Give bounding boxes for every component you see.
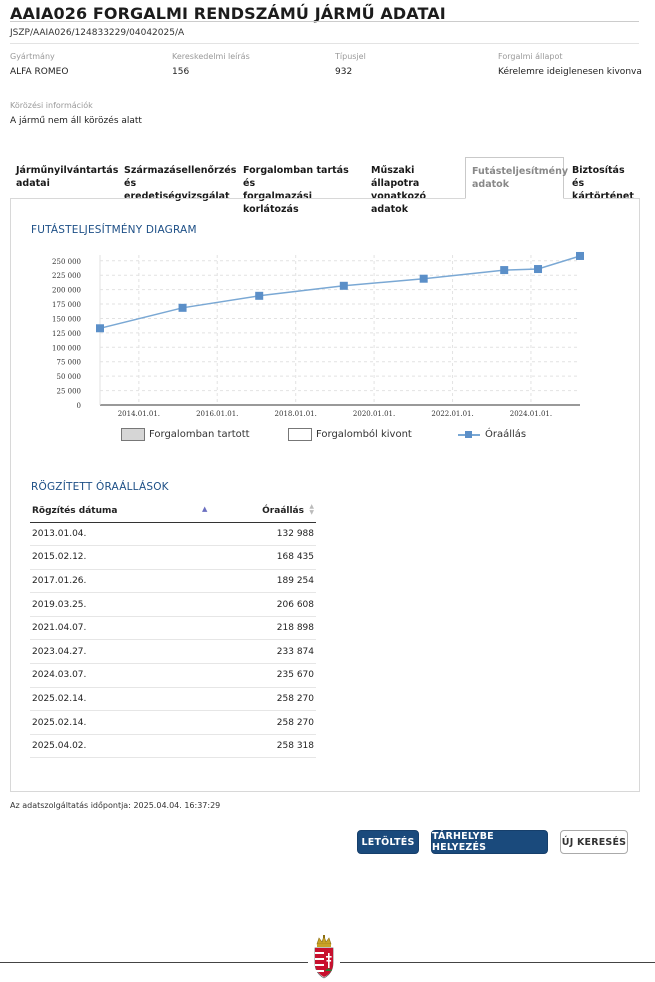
cell-date: 2023.04.27.: [30, 640, 206, 664]
x-tick-label: 2014.01.01.: [117, 410, 161, 418]
hungarian-coat-of-arms-icon: [311, 935, 337, 979]
legend-label: Óraállás: [485, 429, 527, 440]
table-row: [30, 640, 316, 664]
legend-odometer[interactable]: [458, 428, 526, 441]
mileage-table: [30, 500, 316, 758]
table-row: [30, 616, 316, 640]
cell-mileage: 233 874: [206, 640, 316, 664]
field-make-label: Gyártmány: [10, 52, 55, 61]
legend-label: Forgalomban tartott: [149, 429, 250, 440]
field-trade-name-label: Kereskedelmi leírás: [172, 52, 250, 61]
table-row: [30, 593, 316, 617]
legend-swatch-white: [288, 428, 312, 441]
y-tick-label: 50 000: [56, 373, 81, 382]
y-tick-label: 75 000: [56, 358, 81, 367]
cell-mileage: 206 608: [206, 593, 316, 617]
service-timestamp: Az adatszolgáltatás időpontja: 2025.04.04. 16:37:29: [10, 801, 221, 810]
tab-label-line: vonatkozó adatok: [371, 191, 427, 215]
data-point-marker: [340, 282, 348, 290]
legend-line-marker-icon: [458, 428, 480, 441]
x-tick-label: 2024.01.01.: [509, 410, 553, 418]
field-traffic-status-label: Forgalmi állapot: [498, 52, 563, 61]
new-search-button[interactable]: ÚJ KERESÉS: [560, 830, 628, 854]
cell-date: 2017.01.26.: [30, 569, 206, 593]
tab-label-line: forgalmazási korlátozás: [243, 191, 312, 215]
field-type-code-label: Típusjel: [335, 52, 366, 61]
tab-label-line: Forgalomban tartás és: [243, 165, 349, 189]
cell-mileage: 218 898: [206, 616, 316, 640]
sort-both-icon: ▲ ▼: [309, 503, 314, 516]
y-tick-label: 25 000: [56, 387, 81, 396]
field-wanted-info-label: Körözési információk: [10, 101, 93, 110]
col-header-date[interactable]: [30, 500, 206, 522]
field-trade-name-value: 156: [172, 67, 190, 77]
y-tick-label: 125 000: [52, 329, 81, 338]
y-tick-label: 0: [76, 402, 81, 410]
field-traffic-status-value: Kérelemre ideiglenesen kivonva: [498, 67, 642, 77]
tab-label-line: Biztosítás és: [572, 165, 625, 189]
store-button[interactable]: TÁRHELYBE HELYEZÉS: [431, 830, 548, 854]
cell-date: 2024.03.07.: [30, 664, 206, 688]
table-header-row: [30, 500, 316, 522]
table-row: [30, 522, 316, 546]
y-tick-label: 250 000: [52, 257, 81, 266]
table-row: [30, 546, 316, 570]
sort-ascending-icon: ▲: [202, 505, 208, 513]
tab-label-line: adatok: [472, 179, 510, 190]
request-id: JSZP/AAIA026/124833229/04042025/A: [10, 28, 185, 38]
table-row: [30, 569, 316, 593]
cell-date: 2013.01.04.: [30, 522, 206, 546]
tab-label-line: és eredetiségvizsgálat: [124, 178, 230, 202]
y-tick-label: 225 000: [52, 272, 81, 281]
legend-withdrawn[interactable]: [288, 428, 412, 441]
footer-divider-left: [0, 962, 308, 963]
table-row: [30, 711, 316, 735]
cell-mileage: 189 254: [206, 569, 316, 593]
data-point-marker: [576, 252, 584, 260]
field-wanted-info-value: A jármű nem áll körözés alatt: [10, 116, 142, 126]
footer-divider-right: [340, 962, 655, 963]
cell-mileage: 235 670: [206, 664, 316, 688]
cell-mileage: 258 270: [206, 711, 316, 735]
x-tick-label: 2018.01.01.: [274, 410, 317, 418]
field-make-value: ALFA ROMEO: [10, 67, 69, 77]
data-point-marker: [500, 266, 508, 274]
y-tick-label: 150 000: [52, 315, 81, 324]
x-tick-label: 2016.01.01.: [196, 410, 239, 418]
cell-mileage: 258 270: [206, 687, 316, 711]
data-point-marker: [96, 324, 104, 332]
col-header-date-label: Rögzítés dátuma: [32, 505, 118, 516]
cell-date: 2025.02.14.: [30, 711, 206, 735]
x-tick-label: 2020.01.01.: [352, 410, 396, 418]
cell-mileage: 258 318: [206, 734, 316, 758]
table-title: RÖGZÍTETT ÓRAÁLLÁSOK: [31, 481, 169, 493]
table-row: [30, 734, 316, 758]
data-point-marker: [179, 304, 187, 312]
y-tick-label: 175 000: [52, 301, 81, 310]
tab-label-line: adatai: [16, 178, 50, 189]
cell-mileage: 168 435: [206, 546, 316, 570]
table-row: [30, 664, 316, 688]
y-tick-label: 200 000: [52, 286, 81, 295]
legend-in-circulation[interactable]: [121, 428, 250, 441]
tab-mileage[interactable]: [465, 157, 569, 199]
tab-label-line: Járműnyilvántartás: [16, 165, 119, 176]
tab-label-line: Műszaki állapotra: [371, 165, 420, 189]
page-title: AAIA026 FORGALMI RENDSZÁMÚ JÁRMŰ ADATAI: [10, 4, 446, 23]
data-point-marker: [420, 275, 428, 283]
tab-label-line: Futásteljesítmény: [472, 166, 569, 177]
field-type-code-value: 932: [335, 67, 353, 77]
legend-label: Forgalomból kivont: [316, 429, 412, 440]
col-header-mileage-label: Óraállás: [262, 505, 304, 516]
download-button[interactable]: LETÖLTÉS: [357, 830, 419, 854]
cell-date: 2019.03.25.: [30, 593, 206, 617]
data-point-marker: [255, 292, 263, 300]
col-header-mileage[interactable]: [206, 500, 316, 522]
table-row: [30, 687, 316, 711]
tab-label-line: kártörténet: [572, 191, 634, 202]
y-tick-label: 100 000: [52, 344, 81, 353]
mileage-chart: [0, 0, 655, 420]
data-point-marker: [534, 265, 542, 273]
x-tick-label: 2022.01.01.: [431, 410, 474, 418]
diagram-title: FUTÁSTELJESÍTMÉNY DIAGRAM: [31, 224, 197, 236]
cell-mileage: 132 988: [206, 522, 316, 546]
tab-label-line: Származásellenőrzés: [124, 165, 237, 176]
cell-date: 2021.04.07.: [30, 616, 206, 640]
cell-date: 2015.02.12.: [30, 546, 206, 570]
legend-swatch-grey: [121, 428, 145, 441]
cell-date: 2025.04.02.: [30, 734, 206, 758]
cell-date: 2025.02.14.: [30, 687, 206, 711]
